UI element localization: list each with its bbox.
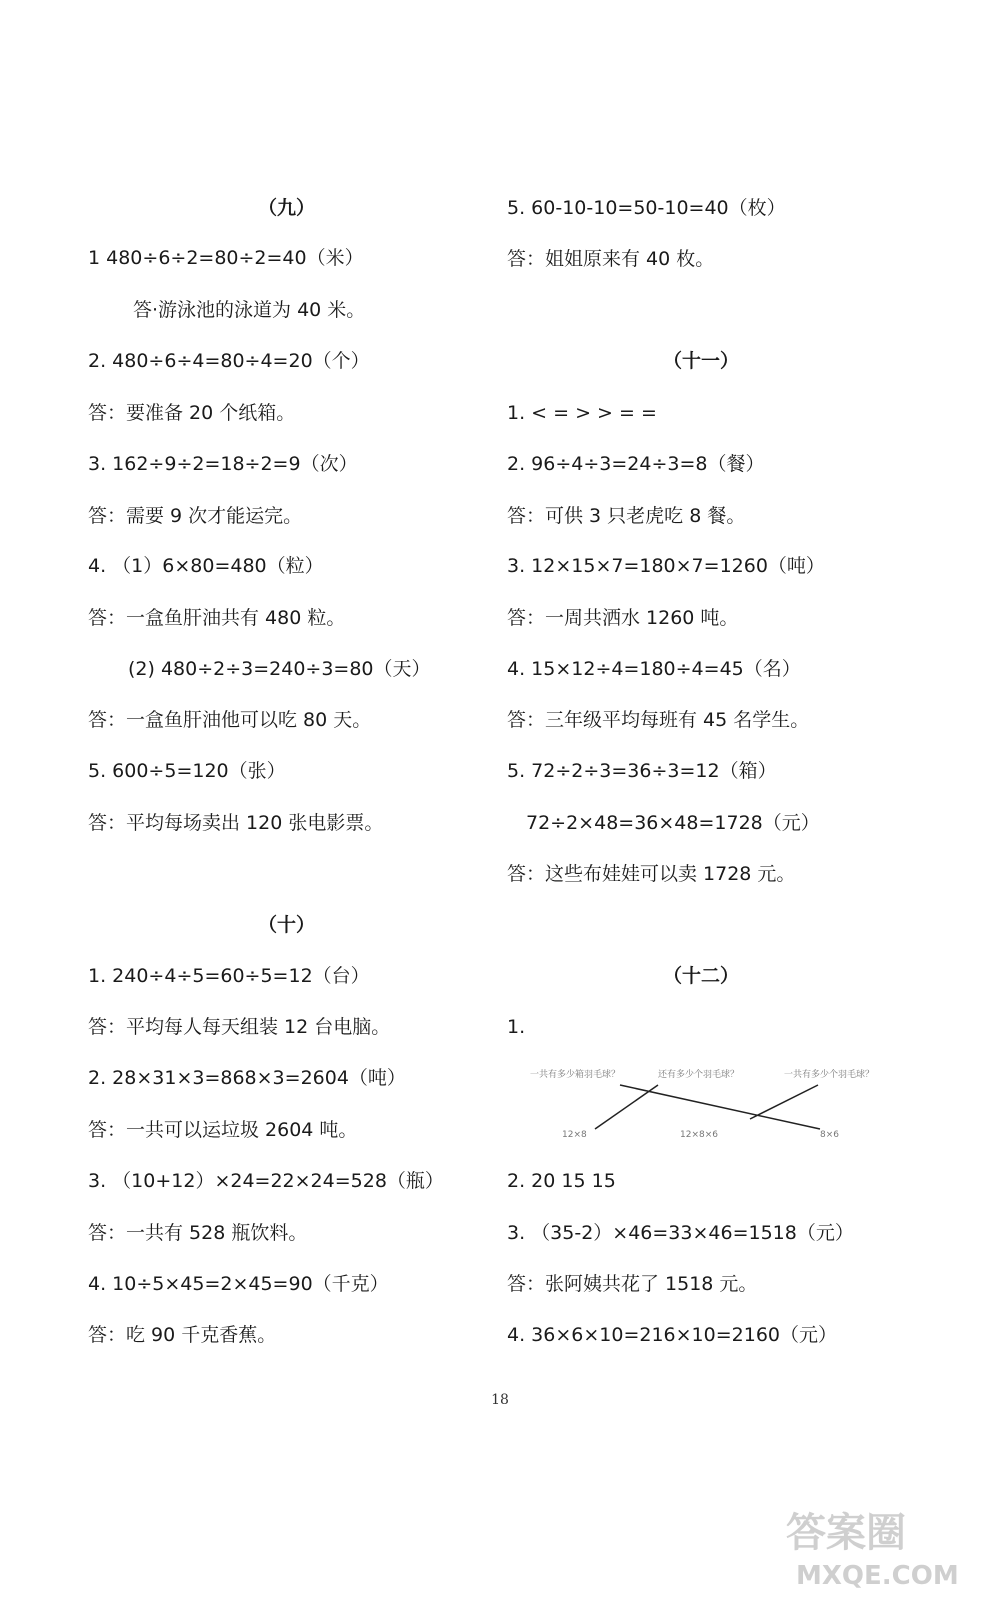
answer-line: 答：姐姐原来有 40 枚。 bbox=[507, 248, 715, 270]
answer-line: 答：三年级平均每班有 45 名学生。 bbox=[507, 709, 810, 731]
answer-line: 4. 15×12÷4=180÷4=45（名） bbox=[507, 658, 801, 680]
diagram-question: 一共有多少箱羽毛球？ bbox=[530, 1070, 621, 1080]
watermark-url: MXQE.COM bbox=[796, 1561, 959, 1591]
answer-line: 答·游泳池的泳道为 40 米。 bbox=[133, 299, 366, 321]
answer-line: 答：吃 90 千克香蕉。 bbox=[88, 1324, 277, 1346]
diagram-expression: 12×8×6 bbox=[680, 1130, 718, 1140]
section-heading-ten: （十） bbox=[258, 914, 316, 936]
answer-line: 3. （10+12）×24=22×24=528（瓶） bbox=[88, 1170, 444, 1192]
answer-line: 72÷2×48=36×48=1728（元） bbox=[526, 812, 820, 834]
answer-line: 2. 96÷4÷3=24÷3=8（餐） bbox=[507, 453, 765, 475]
answer-line: 3. （35-2）×46=33×46=1518（元） bbox=[507, 1222, 854, 1244]
matching-line bbox=[750, 1085, 818, 1119]
answer-line: 答：平均每场卖出 120 张电影票。 bbox=[88, 812, 384, 834]
answer-line: 1. < = > > = = bbox=[507, 402, 657, 424]
answer-line: 答：要准备 20 个纸箱。 bbox=[88, 402, 296, 424]
answer-line: 答：一周共洒水 1260 吨。 bbox=[507, 607, 739, 629]
answer-line: 4. 10÷5×45=2×45=90（千克） bbox=[88, 1273, 389, 1295]
answer-line: (2) 480÷2÷3=240÷3=80（天） bbox=[128, 658, 431, 680]
answer-line: 答：一盒鱼肝油共有 480 粒。 bbox=[88, 607, 346, 629]
answer-line: 答：张阿姨共花了 1518 元。 bbox=[507, 1273, 758, 1295]
answer-line: 3. 162÷9÷2=18÷2=9（次） bbox=[88, 453, 358, 475]
matching-line bbox=[620, 1085, 820, 1129]
diagram-expression: 8×6 bbox=[820, 1130, 839, 1140]
answer-line: 4. 36×6×10=216×10=2160（元） bbox=[507, 1324, 838, 1346]
answer-line: 答：一共可以运垃圾 2604 吨。 bbox=[88, 1119, 358, 1141]
answer-line: 2. 20 15 15 bbox=[507, 1170, 616, 1192]
section-heading-nine: （九） bbox=[258, 197, 316, 219]
answer-line: 答：一盒鱼肝油他可以吃 80 天。 bbox=[88, 709, 372, 731]
answer-line: 2. 480÷6÷4=80÷4=20（个） bbox=[88, 350, 370, 372]
answer-line: 1. bbox=[507, 1016, 526, 1038]
diagram-expression: 12×8 bbox=[562, 1130, 587, 1140]
answer-line: 3. 12×15×7=180×7=1260（吨） bbox=[507, 555, 825, 577]
page-number: 18 bbox=[491, 1392, 509, 1408]
diagram-question: 一共有多少个羽毛球？ bbox=[784, 1070, 875, 1080]
diagram-question: 还有多少个羽毛球？ bbox=[658, 1070, 740, 1080]
section-heading-twelve: （十二） bbox=[663, 965, 740, 987]
answer-line: 4. （1）6×80=480（粒） bbox=[88, 555, 324, 577]
answer-line: 5. 600÷5=120（张） bbox=[88, 760, 286, 782]
answer-line: 1. 240÷4÷5=60÷5=12（台） bbox=[88, 965, 370, 987]
answer-line: 答：可供 3 只老虎吃 8 餐。 bbox=[507, 505, 746, 527]
answer-line: 5. 72÷2÷3=36÷3=12（箱） bbox=[507, 760, 777, 782]
answer-line: 1 480÷6÷2=80÷2=40（米） bbox=[88, 247, 364, 269]
watermark-logo bbox=[778, 1498, 978, 1593]
answer-line: 答：平均每人每天组装 12 台电脑。 bbox=[88, 1016, 391, 1038]
answer-line: 答：一共有 528 瓶饮料。 bbox=[88, 1222, 308, 1244]
answer-line: 2. 28×31×3=868×3=2604（吨） bbox=[88, 1067, 406, 1089]
section-heading-eleven: （十一） bbox=[663, 350, 740, 372]
watermark-title: 答案圈 bbox=[786, 1510, 906, 1556]
matching-diagram bbox=[520, 1063, 900, 1153]
answer-line: 5. 60-10-10=50-10=40（枚） bbox=[507, 197, 786, 219]
answer-line: 答：需要 9 次才能运完。 bbox=[88, 505, 303, 527]
answer-line: 答：这些布娃娃可以卖 1728 元。 bbox=[507, 863, 796, 885]
